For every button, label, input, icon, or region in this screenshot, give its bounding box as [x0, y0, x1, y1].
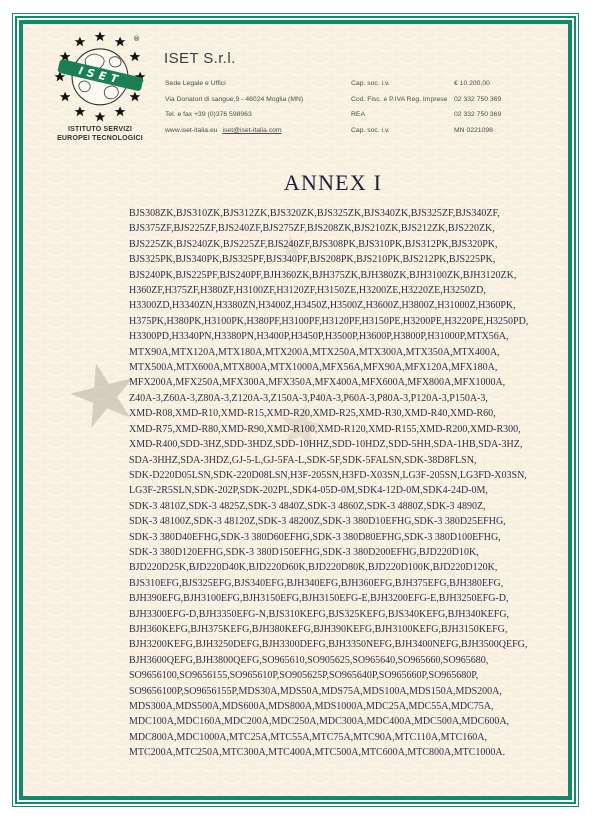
- product-code-line: H375PK,H380PK,H3100PK,H380PF,H3100PF,H3120PF,H3150PE,H3200PE,H3220PE,H3250PD,: [129, 315, 529, 327]
- product-code-line: BJH360KEFG,BJH375KEFG,BJH380KEFG,BJH390KEFG,BJH3100KEFG,BJH3150KEFG,: [129, 623, 508, 635]
- logo-block: [28, 28, 172, 143]
- product-code-line: SDK-3 48100Z,SDK-3 48120Z,SDK-3 48200Z,SDK-3 380D10EFHG,SDK-3 380D25EFHG,: [129, 516, 506, 528]
- product-code-line: BJD220D25K,BJD220D40K,BJD220D60K,BJD220D80K,BJD220D100K,BJD220D120K,: [129, 562, 498, 574]
- institute-name-line2: EUROPEI TECNOLOGICI: [57, 134, 143, 142]
- address-block: [165, 80, 303, 142]
- company-name: ISET S.r.l.: [164, 50, 236, 67]
- registry-block: [351, 80, 501, 142]
- address-line: Sede Legale e Uffici: [165, 80, 226, 87]
- institute-name: [28, 126, 172, 143]
- registry-row: [351, 80, 501, 88]
- product-code-line: BJS310EFG,BJS325EFG,BJS340EFG,BJH340EFG,BJH360EFG,BJH375EFG,BJH380EFG,: [129, 577, 504, 589]
- iset-globe-stars-logo-icon: [52, 28, 148, 124]
- registry-value: € 10.200,00: [454, 80, 490, 87]
- address-line: Via Donatori di sangue,9 - 46024 Moglia (MN): [165, 95, 304, 103]
- watermark-star-icon: ★: [55, 337, 153, 451]
- product-code-line: MDC800A,MDC1000A,MTC25A,MTC55A,MTC75A,MTC90A,MTC110A,MTC160A,: [129, 731, 487, 743]
- website-link[interactable]: www.iset-italia.eu: [165, 126, 218, 134]
- product-code-line: H360ZF,H375ZF,H380ZF,H3100ZF,H3120ZF,H3150ZE,H3200ZE,H3220ZE,H3250ZD,: [129, 285, 486, 297]
- product-code-line: SDK-3 380D120EFHG,SDK-3 380D150EFHG,SDK-3 380D200EFHG,BJD220D10K,: [129, 546, 479, 558]
- web-contact-line: [165, 127, 303, 135]
- product-code-line: MTX90A,MTX120A,MTX180A,MTX200A,MTX250A,MTX300A,MTX350A,MTX400A,: [129, 346, 500, 358]
- product-code-line: H3300ZD,H3340ZN,H3380ZN,H3400Z,H3450Z,H3500Z,H3600Z,H3800Z,H31000Z,H360PK,: [129, 300, 516, 312]
- registry-row: [351, 111, 501, 119]
- phone-line: Tel. e fax +39 (0)376 598963: [165, 111, 252, 119]
- institute-name-line1: ISTITUTO SERVIZI: [67, 126, 132, 133]
- registry-label: Cod. Fisc. e P.IVA Reg. Imprese: [351, 95, 448, 103]
- product-code-line: SDA-3HHZ,SDA-3HDZ,GJ-5-L,GJ-5FA-L,SDK-5F,SDK-5FALSN,SDK-38D8FLSN,: [129, 454, 477, 466]
- registry-row: [351, 96, 501, 104]
- product-code-line: BJS308ZK,BJS310ZK,BJS312ZK,BJS320ZK,BJS325ZK,BJS340ZK,BJS325ZF,BJS340ZF,: [129, 208, 500, 219]
- watermark-star-icon: ★: [273, 226, 309, 270]
- registry-label: Cap. soc. i.v.: [351, 126, 390, 134]
- product-code-line: BJS225ZK,BJS240ZK,BJS225ZF,BJS240ZF,BJS308PK,BJS310PK,BJS312PK,BJS320PK,: [129, 238, 498, 250]
- product-code-line: BJH3600QEFG,BJH3800QEFG,SO965610,SO905625,SO965640,SO965660,SO965680,: [129, 654, 489, 666]
- product-code-line: H3300PD,H3340PN,H3380PN,H3400P,H3450P,H3500P,H3600P,H3800P,H31000P,MTX56A,: [129, 331, 509, 343]
- annex-title: ANNEX I: [283, 170, 383, 195]
- registry-label: REA: [351, 111, 365, 119]
- registry-label: Cap. soc. i.v.: [351, 80, 390, 87]
- product-code-list: [129, 206, 541, 761]
- product-code-line: SO9656100,SO9656155,SO965610P,SO905625P,SO965640P,SO965660P,SO965680P,: [129, 670, 479, 682]
- registry-value: 02 332 750 369: [454, 95, 502, 103]
- product-code-line: XMD-R75,XMD-R80,XMD-R90,XMD-R100,XMD-R120,XMD-R155,XMD-R200,XMD-R300,: [129, 423, 521, 435]
- product-code-line: MDS300A,MDS500A,MDS600A,MDS800A,MDS1000A,MDC25A,MDC55A,MDC75A,: [129, 701, 494, 712]
- product-code-line: MTX500A,MTX600A,MTX800A,MTX1000A,MFX56A,MFX90A,MFX120A,MFX180A,: [129, 362, 498, 374]
- product-code-line: SDK-3 380D40EFHG,SDK-3 380D60EFHG,SDK-3 380D80EFHG,SDK-3 380D100EFHG,: [129, 531, 501, 543]
- watermark-star-icon: ★: [270, 388, 334, 464]
- product-code-line: MTC200A,MTC250A,MTC300A,MTC400A,MTC500A,MTC600A,MTC800A,MTC1000A.: [129, 747, 506, 759]
- product-code-line: BJH390EFG,BJH3100EFG,BJH3150EFG,BJH3150EFG-E,BJH3200EFG-E,BJH3250EFG-D,: [129, 593, 509, 605]
- product-code-line: MDC100A,MDC160A,MDC200A,MDC250A,MDC300A,MDC400A,MDC500A,MDC600A,: [129, 716, 510, 728]
- logo-banner-text: ISET: [77, 64, 124, 87]
- registered-trademark-icon: ®: [133, 35, 141, 44]
- product-code-line: XMD-R08,XMD-R10,XMD-R15,XMD-R20,XMD-R25,XMD-R30,XMD-R40,XMD-R60,: [129, 408, 496, 420]
- product-code-line: BJH3200KEFG,BJH3250DEFG,BJH3300DEFG,BJH3350NEFG,BJH3400NEFG,BJH3500QEFG,: [129, 639, 528, 651]
- product-code-line: BJH3300EFG-D,BJH3350EFG-N,BJS310KEFG,BJS325KEFG,BJS340KEFG,BJH340KEFG,: [129, 608, 510, 620]
- product-code-line: LG3F-2R5SLN,SDK-202P,SDK-202PL,SDK4-05D-0M,SDK4-12D-0M,SDK4-24D-0M,: [129, 485, 488, 497]
- registry-row: [351, 127, 501, 135]
- product-code-line: BJS325PK,BJS340PK,BJS325PF,BJS340PF,BJS208PK,BJS210PK,BJS212PK,BJS225PK,: [129, 254, 496, 266]
- product-code-line: SDK-3 4810Z,SDK-3 4825Z,SDK-3 4840Z,SDK-3 4860Z,SDK-3 4880Z,SDK-3 4890Z,: [129, 500, 486, 512]
- product-code-line: SDK-D220D05LSN,SDK-220D08LSN,H3F-205SN,H3FD-X03SN,LG3F-205SN,LG3FD-X03SN,: [129, 469, 527, 481]
- product-code-line: XMD-R400,SDD-3HZ,SDD-3HDZ,SDD-10HHZ,SDD-10HDZ,SDD-5HH,SDA-1HB,SDA-3HZ,: [129, 439, 523, 451]
- product-code-line: Z40A-3,Z60A-3,Z80A-3,Z120A-3,Z150A-3,P40A-3,P60A-3,P80A-3,P120A-3,P150A-3,: [129, 392, 488, 404]
- product-code-line: MFX200A,MFX250A,MFX300A,MFX350A,MFX400A,MFX600A,MFX800A,MFX1000A,: [129, 377, 506, 389]
- registry-value: MN 0221098: [454, 126, 493, 134]
- email-link[interactable]: iset@iset-italia.com: [222, 126, 282, 134]
- product-code-line: SO9656100P,SO9656155P,MDS30A,MDS50A,MDS75A,MDS100A,MDS150A,MDS200A,: [129, 685, 502, 697]
- registry-value: 02 332 750 369: [454, 111, 502, 119]
- product-code-line: BJS375ZF,BJS225ZF,BJS240ZF,BJS275ZF,BJS208ZK,BJS210ZK,BJS212ZK,BJS220ZK,: [129, 223, 495, 235]
- product-code-line: BJS240PK,BJS225PF,BJS240PF,BJH360ZK,BJH375ZK,BJH380ZK,BJH3100ZK,BJH3120ZK,: [129, 269, 517, 281]
